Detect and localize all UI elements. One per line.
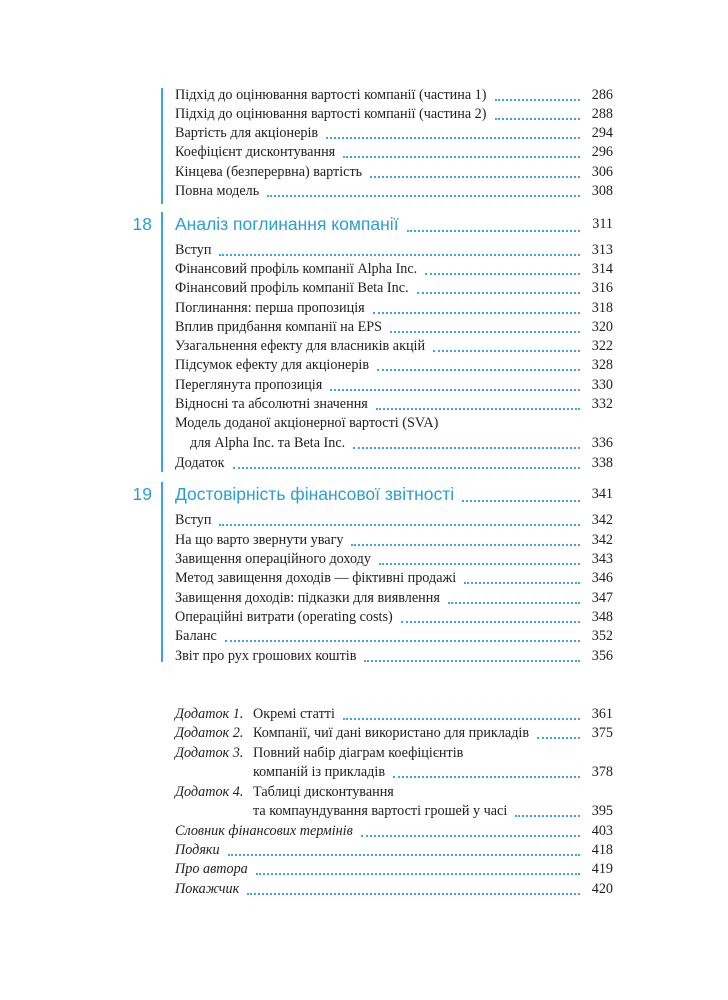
toc-entry-title: Вступ xyxy=(175,512,212,528)
backmatter-title: Покажчик xyxy=(175,881,240,897)
toc-entry[interactable] xyxy=(175,628,613,645)
dot-leader xyxy=(464,582,580,584)
toc-entry-page: 352 xyxy=(591,628,613,644)
toc-entry-title: Узагальнення ефекту для власників акцій xyxy=(175,338,426,354)
toc-entry[interactable] xyxy=(175,164,613,181)
chapter-title: Достовірність фінансової звітності xyxy=(175,484,455,504)
toc-entry-page: 288 xyxy=(591,106,613,122)
chapter-heading[interactable] xyxy=(175,214,613,235)
dot-leader xyxy=(515,815,580,817)
appendix-entry[interactable] xyxy=(175,725,613,742)
toc-entry[interactable] xyxy=(175,396,613,413)
toc-entry-page: 294 xyxy=(591,125,613,141)
toc-entry-title-line2: для Alpha Inc. та Beta Inc. xyxy=(190,435,346,451)
toc-entry-title-line1[interactable]: Модель доданої акціонерної вартості (SVA) xyxy=(175,415,439,431)
toc-entry[interactable] xyxy=(175,280,613,297)
chapter-page: 341 xyxy=(591,486,613,502)
appendix-title: Компанії, чиї дані використано для прикладів xyxy=(253,725,530,741)
toc-entry[interactable] xyxy=(175,106,613,123)
backmatter-page: 419 xyxy=(591,861,613,877)
toc-entry-page: 348 xyxy=(591,609,613,625)
appendix-page: 395 xyxy=(591,803,613,819)
backmatter-title: Подяки xyxy=(175,842,220,858)
dot-leader xyxy=(351,544,580,546)
backmatter-page: 403 xyxy=(591,823,613,839)
toc-entry[interactable] xyxy=(175,377,613,394)
toc-entry-page: 346 xyxy=(591,570,613,586)
toc-entry[interactable] xyxy=(175,261,613,278)
chapter-title: Аналіз поглинання компанії xyxy=(175,214,399,234)
dot-leader xyxy=(495,118,580,120)
appendix-entry[interactable] xyxy=(175,784,613,801)
appendix-title-line2: та компаундування вартості грошей у часі xyxy=(253,803,508,819)
appendix-entry[interactable] xyxy=(175,745,613,762)
toc-entry-page: 314 xyxy=(591,261,613,277)
chapter-number: 18 xyxy=(132,214,152,234)
toc-entry-title: Метод завищення доходів — фіктивні продажі xyxy=(175,570,457,586)
toc-entry-title: Поглинання: перша пропозиція xyxy=(175,300,365,316)
dot-leader xyxy=(462,500,580,502)
dot-leader xyxy=(364,660,580,662)
chapter-page: 311 xyxy=(592,216,613,232)
dot-leader xyxy=(361,835,580,837)
section-rule xyxy=(161,482,163,662)
toc-entry-title: Завищення операційного доходу xyxy=(175,551,371,567)
toc-entry-page: 330 xyxy=(591,377,613,393)
dot-leader xyxy=(343,718,580,720)
section-rule xyxy=(161,212,163,472)
dot-leader xyxy=(393,776,580,778)
toc-entry-title: Баланс xyxy=(175,628,217,644)
dot-leader xyxy=(373,312,580,314)
toc-entry-page: 286 xyxy=(591,87,613,103)
toc-entry-page: 336 xyxy=(591,435,613,451)
toc-entry-title: Вступ xyxy=(175,242,212,258)
toc-entry[interactable] xyxy=(175,455,613,472)
chapter-number: 19 xyxy=(132,484,152,504)
toc-entry-title: Фінансовий профіль компанії Alpha Inc. xyxy=(175,261,418,277)
toc-entry-title: Вартість для акціонерів xyxy=(175,125,319,141)
toc-entry[interactable] xyxy=(175,570,613,587)
appendix-page: 375 xyxy=(591,725,613,741)
dot-leader xyxy=(537,737,580,739)
toc-entry[interactable] xyxy=(175,551,613,568)
dot-leader xyxy=(377,369,580,371)
appendix-entry-line2[interactable] xyxy=(253,764,613,781)
dot-leader xyxy=(219,524,580,526)
dot-leader xyxy=(326,137,580,139)
dot-leader xyxy=(401,621,580,623)
backmatter-page: 420 xyxy=(591,881,613,897)
dot-leader xyxy=(256,873,580,875)
toc-entry-title: Переглянута пропозиція xyxy=(175,377,323,393)
toc-entry[interactable] xyxy=(175,512,613,529)
appendix-label: Додаток 4. xyxy=(175,784,244,800)
dot-leader xyxy=(433,350,580,352)
backmatter-title: Про автора xyxy=(175,861,248,877)
toc-entry-page: 296 xyxy=(591,144,613,160)
toc-entry-page: 342 xyxy=(591,512,613,528)
dot-leader xyxy=(495,99,580,101)
appendix-page: 361 xyxy=(591,706,613,722)
toc-entry[interactable] xyxy=(175,242,613,259)
appendix-label: Додаток 2. xyxy=(175,725,244,741)
toc-entry-title: Підхід до оцінювання вартості компанії (частина 2) xyxy=(175,106,487,122)
dot-leader xyxy=(448,602,580,604)
toc-entry[interactable] xyxy=(175,357,613,374)
toc-entry-title: Коефіцієнт дисконтування xyxy=(175,144,336,160)
toc-entry[interactable] xyxy=(175,183,613,200)
backmatter-page: 418 xyxy=(591,842,613,858)
toc-entry[interactable] xyxy=(175,648,613,665)
section-rule xyxy=(161,88,163,204)
toc-entry[interactable] xyxy=(190,435,613,452)
dot-leader xyxy=(247,893,580,895)
toc-entry[interactable] xyxy=(175,590,613,607)
toc-entry-title: Завищення доходів: підказки для виявлення xyxy=(175,590,440,606)
toc-entry-title: На що варто звернути увагу xyxy=(175,532,344,548)
toc-entry-page: 322 xyxy=(591,338,613,354)
appendix-label: Додаток 1. xyxy=(175,706,244,722)
toc-entry-page: 318 xyxy=(591,300,613,316)
chapter-heading[interactable] xyxy=(175,484,613,505)
toc-entry-page: 320 xyxy=(591,319,613,335)
backmatter-entry[interactable] xyxy=(175,861,613,878)
backmatter-entry[interactable] xyxy=(175,842,613,859)
toc-entry-page: 328 xyxy=(591,357,613,373)
dot-leader xyxy=(390,331,580,333)
appendix-title-line1: Повний набір діаграм коефіцієнтів xyxy=(253,745,464,761)
toc-entry-title: Відносні та абсолютні значення xyxy=(175,396,368,412)
appendix-page: 378 xyxy=(591,764,613,780)
toc-entry-title: Повна модель xyxy=(175,183,260,199)
toc-entry[interactable] xyxy=(175,338,613,355)
toc-entry-page: 316 xyxy=(591,280,613,296)
dot-leader xyxy=(343,156,580,158)
toc-entry[interactable] xyxy=(175,300,613,317)
toc-entry-page: 356 xyxy=(591,648,613,664)
toc-entry[interactable] xyxy=(175,532,613,549)
toc-entry-page: 347 xyxy=(591,590,613,606)
toc-entry[interactable] xyxy=(175,125,613,142)
dot-leader xyxy=(228,854,580,856)
toc-entry[interactable] xyxy=(175,609,613,626)
toc-entry-page: 313 xyxy=(591,242,613,258)
toc-entry-title: Вплив придбання компанії на EPS xyxy=(175,319,383,335)
toc-entry-page: 308 xyxy=(591,183,613,199)
dot-leader xyxy=(376,408,580,410)
toc-entry-page: 338 xyxy=(591,455,613,471)
toc-entry-page: 332 xyxy=(591,396,613,412)
toc-entry-title: Звіт про рух грошових коштів xyxy=(175,648,357,664)
backmatter-title: Словник фінансових термінів xyxy=(175,823,353,839)
toc-entry[interactable] xyxy=(175,144,613,161)
dot-leader xyxy=(330,389,580,391)
dot-leader xyxy=(267,195,580,197)
appendix-label: Додаток 3. xyxy=(175,745,244,761)
dot-leader xyxy=(353,447,580,449)
toc-entry[interactable] xyxy=(175,87,613,104)
toc-entry-title: Операційні витрати (operating costs) xyxy=(175,609,393,625)
dot-leader xyxy=(233,467,580,469)
toc-entry-title: Підхід до оцінювання вартості компанії (частина 1) xyxy=(175,87,487,103)
appendix-entry-line2[interactable] xyxy=(253,803,613,820)
toc-entry-page: 342 xyxy=(591,532,613,548)
toc-entry[interactable] xyxy=(175,319,613,336)
toc-entry-title: Кінцева (безперервна) вартість xyxy=(175,164,363,180)
appendix-title-line2: компаній із прикладів xyxy=(253,764,386,780)
backmatter-entry[interactable] xyxy=(175,823,613,840)
dot-leader xyxy=(407,230,580,232)
appendix-entry[interactable] xyxy=(175,706,613,723)
dot-leader xyxy=(225,640,580,642)
dot-leader xyxy=(417,292,580,294)
dot-leader xyxy=(425,273,580,275)
dot-leader xyxy=(219,254,580,256)
dot-leader xyxy=(370,176,580,178)
toc-entry-page: 343 xyxy=(591,551,613,567)
toc-entry-title: Підсумок ефекту для акціонерів xyxy=(175,357,370,373)
toc-entry-title: Додаток xyxy=(175,455,225,471)
toc-entry-title: Фінансовий профіль компанії Beta Inc. xyxy=(175,280,409,296)
appendix-title-line1: Таблиці дисконтування xyxy=(253,784,394,800)
backmatter-entry[interactable] xyxy=(175,881,613,898)
appendix-title: Окремі статті xyxy=(253,706,335,722)
toc-entry-page: 306 xyxy=(591,164,613,180)
dot-leader xyxy=(379,563,580,565)
